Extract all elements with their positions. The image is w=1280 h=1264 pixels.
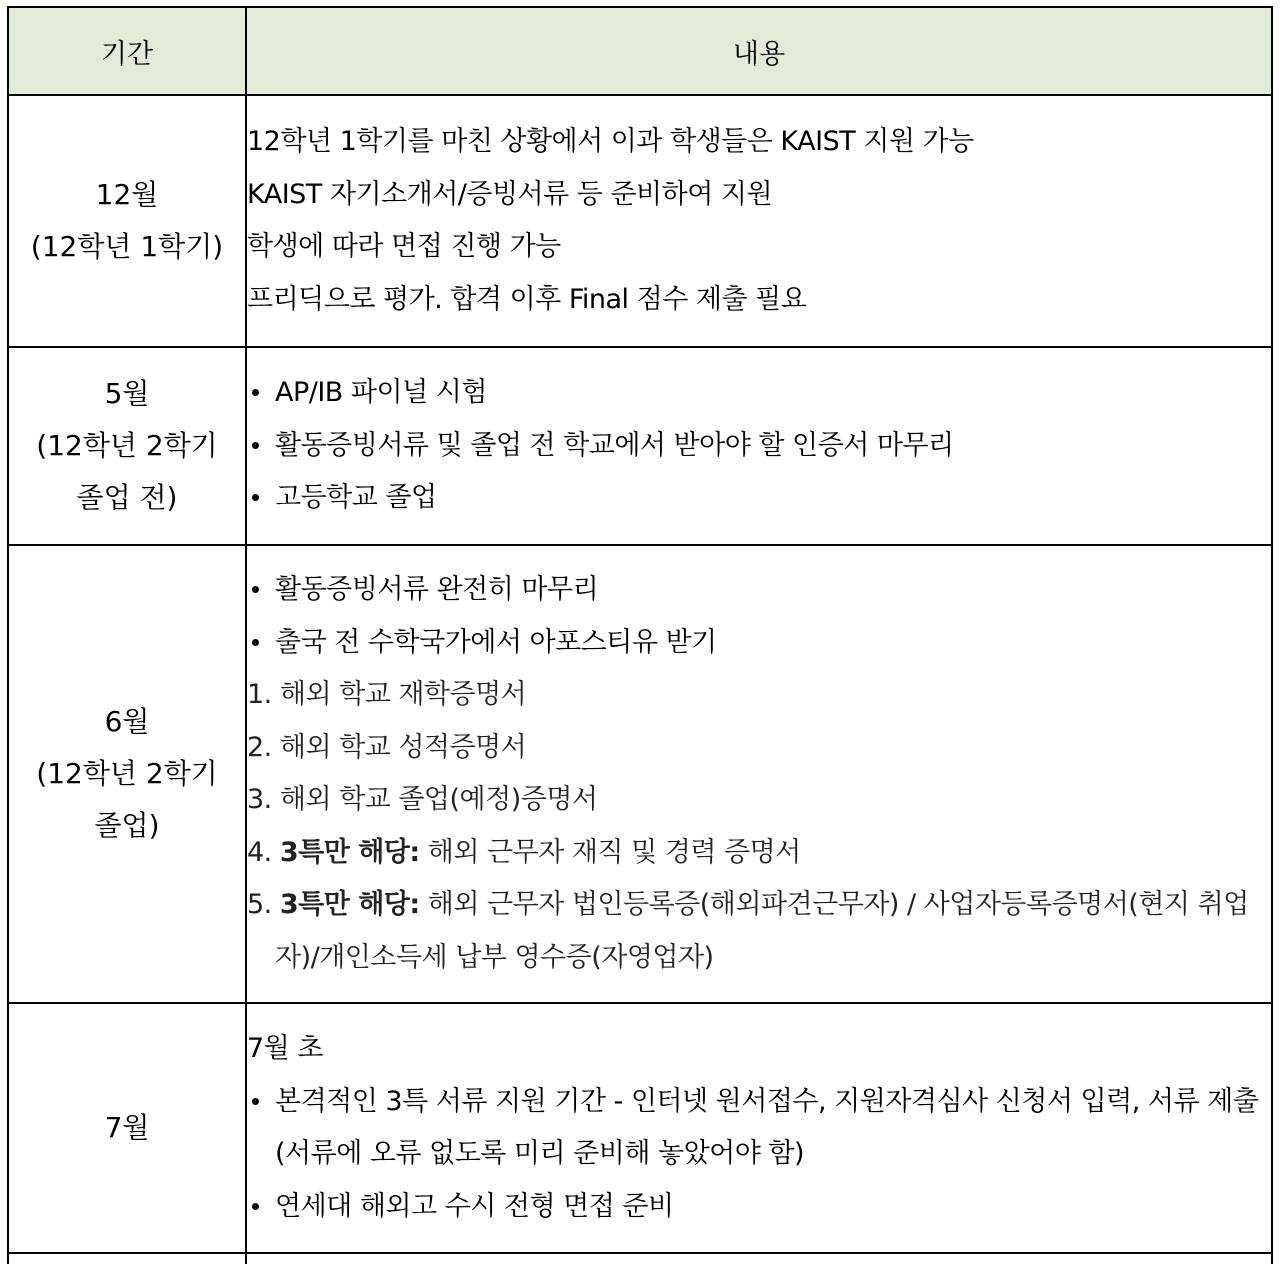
header-content: 내용	[246, 7, 1272, 95]
content-cell	[246, 347, 1272, 545]
header-period: 기간	[8, 7, 246, 95]
content-cell	[246, 95, 1272, 347]
numbered-item	[247, 827, 1271, 880]
period-cell	[8, 545, 246, 1003]
bullet-item: 본격적인 3특 서류 지원 기간 - 인터넷 원서접수, 지원자격심사 신청서 입력, 서류 제출 (서류에 오류 없도록 미리 준비해 놓았어야 함)	[247, 1076, 1271, 1181]
period-line: (12학년 2학기	[36, 757, 218, 790]
content-line: 프리딕으로 평가. 합격 이후 Final 점수 제출 필요	[247, 283, 807, 315]
period-cell	[8, 347, 246, 545]
period-line: 졸업 전)	[76, 481, 178, 514]
period-cell	[8, 95, 246, 347]
period-line: 6월	[104, 705, 150, 738]
item-text: 해외 근무자 법인등록증(해외파견근무자) / 사업자등록증명서(현지 취업자)/개인소득세 납부 영수증(자영업자)	[275, 889, 1249, 973]
period-line: (12학년 2학기	[36, 429, 218, 462]
table-row	[8, 95, 1272, 347]
item-number: 2.	[247, 731, 272, 763]
schedule-table	[7, 6, 1273, 1264]
bullet-item: 출국 전 수학국가에서 아포스티유 받기	[247, 617, 1271, 670]
numbered-item	[247, 774, 1271, 827]
numbered-item	[247, 879, 1271, 984]
content-cell	[246, 545, 1272, 1003]
bullet-item: 고등학교 졸업	[247, 472, 1271, 525]
table-row	[8, 545, 1272, 1003]
item-text: 해외 학교 졸업(예정)증명서	[279, 784, 598, 815]
period-line: 12월	[95, 178, 159, 211]
table-header-row	[8, 7, 1272, 95]
table-row	[8, 347, 1272, 545]
content-line: 학생에 따라 면접 진행 가능	[247, 231, 561, 262]
item-number: 4.	[247, 836, 272, 868]
content-heading: 7월 초	[247, 1033, 323, 1064]
period-cell	[8, 1003, 246, 1253]
content-line: 12학년 1학기를 마친 상황에서 이과 학생들은 KAIST 지원 가능	[247, 126, 974, 157]
period-line: 7월	[104, 1111, 150, 1144]
item-text: 해외 근무자 재직 및 경력 증명서	[427, 836, 801, 868]
table-row	[8, 1253, 1272, 1264]
bullet-item: 활동증빙서류 및 졸업 전 학교에서 받아야 할 인증서 마무리	[247, 420, 1271, 473]
content-line: KAIST 자기소개서/증빙서류 등 준비하여 지원	[247, 178, 773, 210]
bullet-item: 활동증빙서류 완전히 마무리	[247, 564, 1271, 617]
item-bold-label: 3특만 해당:	[279, 836, 420, 868]
period-line: 졸업)	[94, 809, 160, 842]
content-cell	[246, 1253, 1272, 1264]
bullet-item: 연세대 해외고 수시 전형 면접 준비	[247, 1181, 1271, 1234]
item-bold-label: 3특만 해당:	[279, 889, 420, 920]
table-row	[8, 1003, 1272, 1253]
period-cell	[8, 1253, 246, 1264]
item-text: 해외 학교 성적증명서	[279, 731, 527, 763]
item-number: 3.	[247, 784, 272, 815]
bullet-item: AP/IB 파이널 시험	[247, 367, 1271, 420]
period-line: (12학년 1학기)	[30, 230, 224, 263]
item-number: 1.	[247, 679, 272, 710]
period-line: 5월	[104, 377, 150, 410]
content-cell	[246, 1003, 1272, 1253]
item-number: 5.	[247, 889, 272, 920]
numbered-item	[247, 669, 1271, 722]
item-text: 해외 학교 재학증명서	[279, 679, 527, 710]
numbered-item	[247, 722, 1271, 775]
